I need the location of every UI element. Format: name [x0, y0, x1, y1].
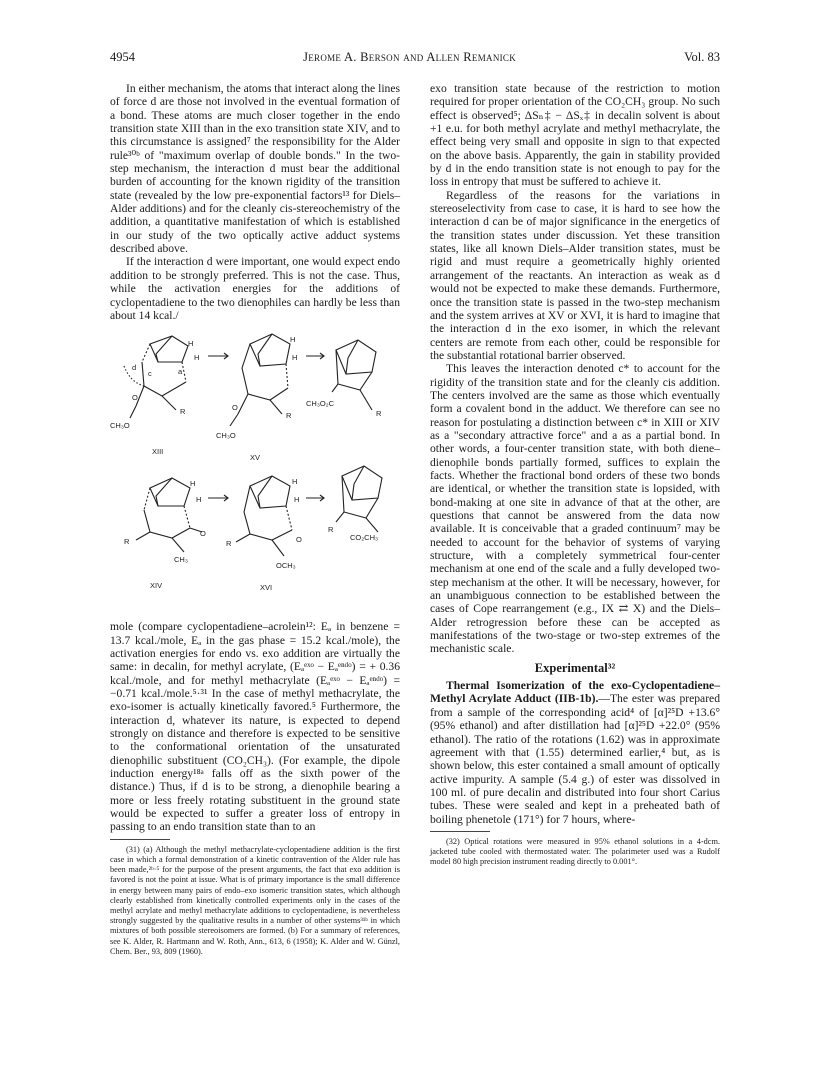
struct-label-xv: XV: [250, 453, 261, 463]
paragraph: If the interaction d were important, one would expect endo addition to be strongly preferred. This is not the case. Thus, while the activation energies for the additions of cyclopentadiene to the two dienophiles can hardly be less than about 14 kcal./: [110, 255, 400, 322]
experimental-paragraph: [430, 679, 720, 826]
struct-label-r: R: [376, 409, 382, 419]
transition-state-figure: [110, 326, 400, 614]
footnote-31: (31) (a) Although the methyl methacrylate-cyclopentadiene addition is the first case in which a formal demonstration of a kinetic contravention of the Alder rule has been made,²ᵇ·⁵ for the purpose of the present arguments, the fact that exo addition is favored is not the point at issue. What is of primary importance is the small difference in energy between many pairs of endo–exo isomeric transition states, which although clearly established from kinetically controlled experiments only in the cases of the methyl acrylate and methyl methacrylate additions to cyclopentadiene, is nevertheless strongly suggested by the qualitative results in a number of other systems³¹ᵇ in which mixtures of both possible stereoisomers are formed. (b) For a summary of references, see K. Alder, R. Hartmann and W. Roth, Ann., 613, 6 (1958); K. Alder and W. Günzl, Chem. Ber., 93, 809 (1960).: [110, 844, 400, 956]
struct-label-ch3: CH₃: [174, 555, 188, 565]
struct-label-r: R: [124, 537, 130, 547]
paragraph: In either mechanism, the atoms that interact along the lines of force d are those not involved in the eventual formation of a bond. These atoms are much closer together in the endo transition state XIII than in the exo transition state XIV, and to this circumstance is assigned⁷ the responsibility for the Alder rule³⁰ᵇ of "maximum overlap of double bonds." In the two-step mechanism, the interaction d must bear the additional burden of accounting for the known rigidity of the transition state (revealed by the low pre-exponential factors¹³ for Diels–Alder additions) and for the cleanly cis-stereochemistry of the addition, a quantitative manifestation of which is established in our study of the two optically active adduct systems described above.: [110, 82, 400, 256]
paragraph: Regardless of the reasons for the variations in stereoselectivity from case to case, it is hard to see how the interaction d can be of major significance in the energetics of the transition states under discussion. Yet these transition states, like all known Diels–Alder transition states, must be rigid and must require a geometrically highly oriented arrangement of the reactants. An interaction as weak as d would not be expected to make these demands. Furthermore, once the transition state is passed in the two-step mechanism and the system arrives at XV or XVI, it is hard to imagine that the interaction d in the exo isomer, in which the relevant centers are remote from each other, could be responsible for the substantial rotational barrier observed.: [430, 188, 720, 362]
struct-label-och3: OCH₃: [276, 561, 296, 571]
experimental-heading: Thermal Isomerization of the exo-Cyclopentadiene–Methyl Acrylate Adduct (IIB-1b).: [430, 679, 720, 706]
struct-label-r: R: [226, 539, 232, 549]
struct-label-ch3o: CH₃O: [110, 421, 130, 431]
right-column: [430, 82, 720, 868]
struct-label-r: R: [286, 411, 292, 421]
section-title-experimental: Experimental³²: [534, 660, 616, 675]
struct-label-co2ch3: CO₂CH₃: [350, 533, 379, 543]
paragraph: This leaves the interaction denoted c* to account for the rigidity of the transition state and for the cleanly cis addition. The centers involved are the same as those which eventually form a covalent bond in the adduct. We therefore can see no reason for postulating a distinction between c* in XIII or XIV as a "secondary attractive force" and a as a partial bond. In other words, a four-center transition state, with both diene–dienophile bonds partially formed, suffices to explain the facts. Whether the fractional bond orders of these two bonds are identical, or whether the transition state is lopsided, with bond-making at one site in advance of that at the other, are questions that cannot be answered from the data now available. It is conceivable that a graded continuum⁷ may be needed to account for the behavior of systems of varying structure, with a completely symmetrical four-center mechanism at one end of the scale and a fully developed two-step mechanism at the other. It will be necessary, however, for an unambiguous connection to be established between the cases of Cope rearrangement (e.g., IX ⇄ X) and the Diels–Alder retrogression before these can be accepted as manifestations of the two-stage or two-step extremes of the mechanistic scale.: [430, 362, 720, 656]
struct-label-xvi: XVI: [260, 583, 273, 593]
struct-label-a: a: [178, 367, 183, 377]
struct-label-r: R: [180, 407, 186, 417]
struct-label-o: O: [296, 535, 302, 545]
page-header: [110, 50, 720, 68]
struct-label-o: O: [232, 403, 238, 413]
struct-label-r: R: [328, 525, 334, 535]
structures-svg: [110, 326, 400, 614]
struct-label-h: H: [190, 479, 196, 489]
struct-label-h: H: [294, 495, 300, 505]
volume-label: Vol. 83: [684, 50, 720, 64]
paragraph: mole (compare cyclopentadiene–acrolein¹²: Eₐ in benzene = 13.7 kcal./mole, Eₐ in the gas phase = 15.2 kcal./mole), the activation energies for endo vs. exo addition are virtually the same: in decalin, for methyl acrylate, (Eₐᵉˣᵒ − Eₐᵉⁿᵈᵒ) = + 0.36 kcal./mole, and for methyl methacrylate (Eₐᵉˣᵒ − Eₐᵉⁿᵈᵒ) = −0.71 kcal./mole.⁵·³¹ In the case of methyl methacrylate, the exo-isomer is actually kinetically favored.⁵ Furthermore, the interaction d, whatever its nature, is expected to depend strongly on distance and therefore is expected to be sensitive to the conformational orientation of the unsaturated dienophilic substituent (CO₂CH₃). (For example, the dipole induction energy¹⁸ᵃ falls off as the sixth power of the distance.) Thus, if d is to be strong, a dienophile bearing a more or less freely rotating substituent in the ground state would be expected to suffer a greater loss of entropy in passing to an endo transition state than to an: [110, 620, 400, 834]
struct-label-xiii: XIII: [152, 447, 164, 457]
struct-label-h: H: [292, 353, 298, 363]
struct-label-h: H: [194, 353, 200, 363]
struct-label-h: H: [292, 477, 298, 487]
struct-label-h: H: [196, 495, 202, 505]
struct-label-o: O: [200, 529, 206, 539]
left-column: [110, 82, 400, 957]
struct-label-ch3o: CH₃O: [216, 431, 236, 441]
struct-label-ch3o2c: CH₃O₂C: [306, 399, 335, 409]
footnote-rule: [430, 831, 490, 832]
footnote-rule: [110, 839, 170, 840]
struct-label-h: H: [290, 335, 296, 345]
page-number: 4954: [110, 50, 135, 64]
struct-label-o: O: [132, 393, 138, 403]
struct-label-xiv: XIV: [150, 581, 163, 591]
paragraph: exo transition state because of the restriction to motion required for proper orientation of the CO₂CH₃ group. No such effect is observed⁵; ΔSₙ‡ − ΔSₓ‡ in decalin solvent is about +1 e.u. for both methyl acrylate and methyl methacrylate, the effect being very small and opposite in sign to that expected on the above basis. Apparently, the gain in stability provided by d in the endo transition state is not enough to pay for the loss in entropy that must be suffered to achieve it.: [430, 82, 720, 189]
struct-label-h: H: [188, 339, 194, 349]
struct-label-d: d: [132, 363, 137, 373]
struct-label-c: c: [148, 369, 152, 379]
running-authors: Jerome A. Berson and Allen Remanick: [303, 50, 517, 64]
footnote-32: (32) Optical rotations were measured in 95% ethanol solutions in a 4-dcm. jacketed tube cooled with thermostated water. The polarimeter used was a Rudolf model 80 high precision instrument reading directly to 0.001°.: [430, 836, 720, 867]
experimental-text: —The ester was prepared from a sample of the corresponding acid⁴ of [α]²⁵D +13.6° (95% ethanol) and after distillation had [α]²⁵D +22.0° (95% ethanol). The ratio of the rotations (1.62) was in approximate agreement with that (1.55) determined earlier,⁴ but, as is shown below, this ester contained a small amount of optically active impurity. A sample (5.4 g.) of ester was dissolved in 100 ml. of pure decalin and distributed into four short Carius tubes. These were sealed and kept in a preheated bath of boiling phenetole (171°) for 7 hours, where-: [430, 692, 720, 826]
